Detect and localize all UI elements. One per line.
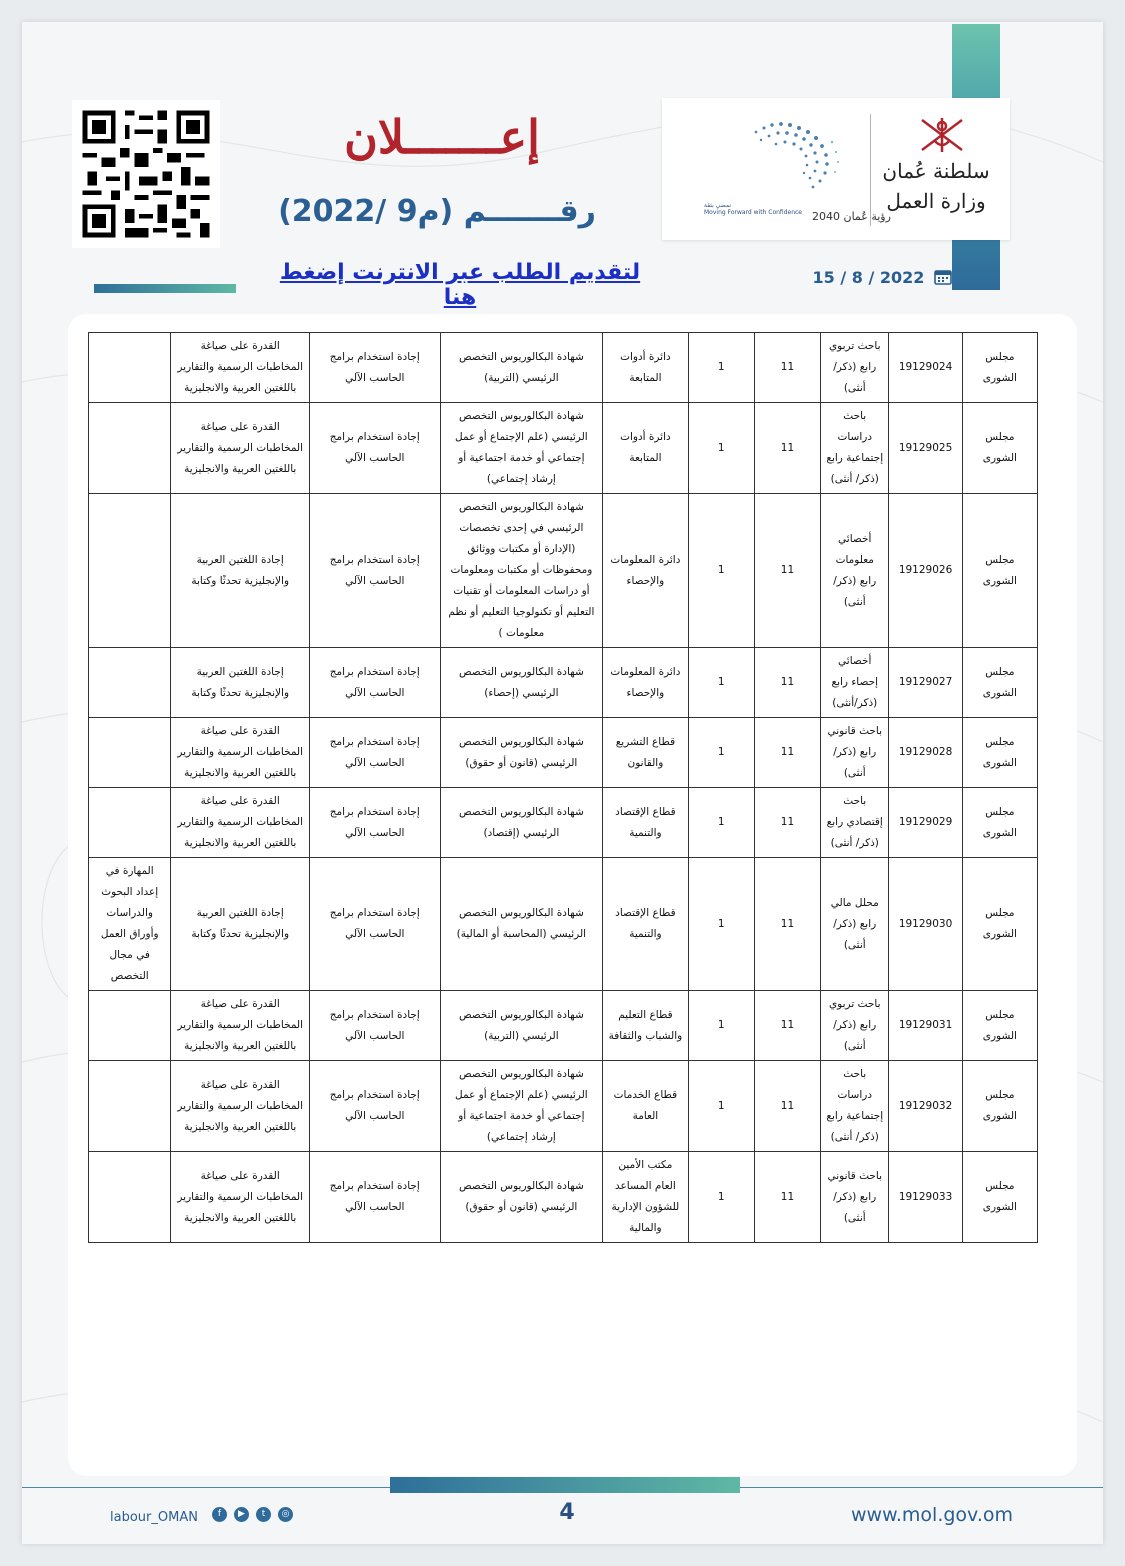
- cell-vacancies: 1: [688, 494, 754, 648]
- social-handle[interactable]: labour_OMAN: [110, 1510, 198, 1525]
- cell-vacancies: 1: [688, 1152, 754, 1243]
- cell-job-code: 19129026: [889, 494, 962, 648]
- cell-qualification: شهادة البكالوريوس التخصص الرئيسي (علم الإجتماع أو عمل إجتماعي أو خدمة اجتماعية أو إرشاد إجتماعي): [440, 1061, 603, 1152]
- cell-vacancies: 1: [688, 403, 754, 494]
- cell-qualification: شهادة البكالوريوس التخصص الرئيسي (التربية): [440, 991, 603, 1061]
- table-row: [89, 858, 1038, 991]
- announcement-number: رقـــــــم (م9 /2022): [278, 194, 596, 229]
- apply-online-link[interactable]: لتقديم الطلب عبر الانترنت إضغط هنا: [279, 260, 641, 310]
- cell-employer: مجلس الشورى: [962, 1061, 1037, 1152]
- cell-other-skill: [89, 333, 171, 403]
- cell-computer-skill: إجادة استخدام برامج الحاسب الآلي: [310, 403, 441, 494]
- website-link[interactable]: www.mol.gov.om: [851, 1504, 1013, 1526]
- cell-other-skill: [89, 403, 171, 494]
- vision-2040-globe-icon: [736, 112, 856, 210]
- table-row: [89, 1152, 1038, 1243]
- cell-job-code: 19129028: [889, 718, 962, 788]
- cell-vacancies: 1: [688, 991, 754, 1061]
- cell-language-skill: القدرة على صياغة المخاطبات الرسمية والتقارير باللغتين العربية والانجليزية: [171, 718, 310, 788]
- calendar-icon: [934, 269, 952, 285]
- cell-department: دائرة أدوات المتابعة: [603, 403, 688, 494]
- cell-computer-skill: إجادة استخدام برامج الحاسب الآلي: [310, 333, 441, 403]
- cell-grade: 11: [754, 788, 820, 858]
- cell-qualification: شهادة البكالوريوس التخصص الرئيسي في إحدى تخصصات (الإدارة أو مكتبات ووثائق ومحفوظات أو مكتبات ومعلومات أو دراسات المعلومات أو تقنيات التعليم أو تكنولوجيا التعليم أو نظم معلومات ): [440, 494, 603, 648]
- ministry-name: [876, 156, 996, 216]
- cell-job-title: باحث قانوني رابع (ذكر/أنثى): [821, 718, 889, 788]
- cell-job-code: 19129027: [889, 648, 962, 718]
- cell-job-code: 19129024: [889, 333, 962, 403]
- cell-employer: مجلس الشورى: [962, 991, 1037, 1061]
- cell-other-skill: [89, 788, 171, 858]
- cell-grade: 11: [754, 718, 820, 788]
- cell-computer-skill: إجادة استخدام برامج الحاسب الآلي: [310, 788, 441, 858]
- cell-language-skill: إجادة اللغتين العربية والإنجليزية تحدثًا وكتابة: [171, 494, 310, 648]
- cell-vacancies: 1: [688, 648, 754, 718]
- cell-department: دائرة المعلومات والإحصاء: [603, 494, 688, 648]
- announcement-date: [792, 268, 952, 287]
- cell-vacancies: 1: [688, 333, 754, 403]
- cell-grade: 11: [754, 1061, 820, 1152]
- jobs-table: [88, 332, 1038, 1243]
- table-row: [89, 788, 1038, 858]
- cell-job-title: باحث قانوني رابع (ذكر/أنثى): [821, 1152, 889, 1243]
- cell-job-title: أخصائي معلومات رابع (ذكر/ أنثى): [821, 494, 889, 648]
- cell-qualification: شهادة البكالوريوس التخصص الرئيسي (المحاسبة أو المالية): [440, 858, 603, 991]
- cell-employer: مجلس الشورى: [962, 718, 1037, 788]
- cell-job-title: باحث تربوي رابع (ذكر/أنثى): [821, 333, 889, 403]
- cell-job-code: 19129025: [889, 403, 962, 494]
- cell-language-skill: القدرة على صياغة المخاطبات الرسمية والتقارير باللغتين العربية والانجليزية: [171, 991, 310, 1061]
- cell-other-skill: [89, 1152, 171, 1243]
- footer-accent-bar: [390, 1477, 740, 1493]
- cell-computer-skill: إجادة استخدام برامج الحاسب الآلي: [310, 494, 441, 648]
- cell-employer: مجلس الشورى: [962, 858, 1037, 991]
- table-row: [89, 494, 1038, 648]
- jobs-table-body: [89, 333, 1038, 1243]
- cell-vacancies: 1: [688, 718, 754, 788]
- cell-grade: 11: [754, 1152, 820, 1243]
- cell-qualification: شهادة البكالوريوس التخصص الرئيسي (قانون أو حقوق): [440, 718, 603, 788]
- cell-grade: 11: [754, 494, 820, 648]
- cell-qualification: شهادة البكالوريوس التخصص الرئيسي (قانون أو حقوق): [440, 1152, 603, 1243]
- cell-vacancies: 1: [688, 858, 754, 991]
- cell-other-skill: [89, 1061, 171, 1152]
- cell-employer: مجلس الشورى: [962, 333, 1037, 403]
- cell-job-title: باحث تربوي رابع (ذكر/أنثى): [821, 991, 889, 1061]
- jobs-table-card: [68, 314, 1077, 1476]
- table-row: [89, 991, 1038, 1061]
- cell-department: قطاع الإقتصاد والتنمية: [603, 858, 688, 991]
- cell-language-skill: إجادة اللغتين العربية والإنجليزية تحدثًا وكتابة: [171, 648, 310, 718]
- cell-employer: مجلس الشورى: [962, 788, 1037, 858]
- qr-code-icon: [78, 106, 214, 242]
- cell-qualification: شهادة البكالوريوس التخصص الرئيسي (إحصاء): [440, 648, 603, 718]
- social-icons: [212, 1507, 293, 1522]
- cell-qualification: شهادة البكالوريوس التخصص الرئيسي (إقتصاد): [440, 788, 603, 858]
- cell-computer-skill: إجادة استخدام برامج الحاسب الآلي: [310, 858, 441, 991]
- cell-qualification: شهادة البكالوريوس التخصص الرئيسي (التربية): [440, 333, 603, 403]
- cell-other-skill: المهارة في إعداد البحوث والدراسات وأوراق العمل في مجال التخصص: [89, 858, 171, 991]
- cell-job-title: باحث دراسات إجتماعية رابع (ذكر/ أنثى): [821, 1061, 889, 1152]
- cell-job-code: 19129033: [889, 1152, 962, 1243]
- cell-job-title: أخصائي إحصاء رابع (ذكر/أنثى): [821, 648, 889, 718]
- cell-employer: مجلس الشورى: [962, 494, 1037, 648]
- vision-year-text: 2040: [812, 210, 840, 223]
- table-row: [89, 1061, 1038, 1152]
- facebook-icon[interactable]: f: [212, 1507, 227, 1522]
- cell-language-skill: القدرة على صياغة المخاطبات الرسمية والتقارير باللغتين العربية والانجليزية: [171, 788, 310, 858]
- date-text: 15 / 8 / 2022: [812, 268, 925, 287]
- cell-grade: 11: [754, 403, 820, 494]
- cell-computer-skill: إجادة استخدام برامج الحاسب الآلي: [310, 1061, 441, 1152]
- cell-language-skill: إجادة اللغتين العربية والإنجليزية تحدثًا وكتابة: [171, 858, 310, 991]
- ministry-line1: سلطنة عُمان: [882, 159, 990, 183]
- vision-2040-label: [812, 210, 891, 223]
- cell-language-skill: القدرة على صياغة المخاطبات الرسمية والتقارير باللغتين العربية والانجليزية: [171, 333, 310, 403]
- cell-employer: مجلس الشورى: [962, 403, 1037, 494]
- cell-computer-skill: إجادة استخدام برامج الحاسب الآلي: [310, 648, 441, 718]
- instagram-icon[interactable]: ◎: [278, 1507, 293, 1522]
- vision-label-text: رؤية عُمان: [843, 210, 891, 223]
- table-row: [89, 333, 1038, 403]
- cell-department: قطاع التشريع والقانون: [603, 718, 688, 788]
- cell-department: دائرة المعلومات والإحصاء: [603, 648, 688, 718]
- cell-qualification: شهادة البكالوريوس التخصص الرئيسي (علم الإجتماع أو عمل إجتماعي أو خدمة اجتماعية أو إرشاد إجتماعي): [440, 403, 603, 494]
- table-row: [89, 648, 1038, 718]
- cell-grade: 11: [754, 991, 820, 1061]
- cell-department: قطاع التعليم والشباب والثقافة: [603, 991, 688, 1061]
- oman-emblem-icon: [912, 110, 972, 160]
- cell-job-code: 19129030: [889, 858, 962, 991]
- cell-vacancies: 1: [688, 1061, 754, 1152]
- page-number: 4: [559, 1500, 575, 1525]
- cell-job-code: 19129029: [889, 788, 962, 858]
- cell-other-skill: [89, 991, 171, 1061]
- cell-employer: مجلس الشورى: [962, 648, 1037, 718]
- vision-slogan: [704, 202, 802, 216]
- ministry-logo-box: [662, 98, 1010, 240]
- cell-language-skill: القدرة على صياغة المخاطبات الرسمية والتقارير باللغتين العربية والانجليزية: [171, 1152, 310, 1243]
- cell-job-code: 19129031: [889, 991, 962, 1061]
- cell-department: مكتب الأمين العام المساعد للشؤون الإدارية والمالية: [603, 1152, 688, 1243]
- cell-job-code: 19129032: [889, 1061, 962, 1152]
- cell-job-title: باحث دراسات إجتماعية رابع (ذكر/ أنثى): [821, 403, 889, 494]
- table-row: [89, 403, 1038, 494]
- twitter-icon[interactable]: t: [256, 1507, 271, 1522]
- cell-grade: 11: [754, 333, 820, 403]
- cell-language-skill: القدرة على صياغة المخاطبات الرسمية والتقارير باللغتين العربية والانجليزية: [171, 403, 310, 494]
- youtube-icon[interactable]: ▶: [234, 1507, 249, 1522]
- cell-grade: 11: [754, 648, 820, 718]
- cell-vacancies: 1: [688, 788, 754, 858]
- decorative-bar: [94, 284, 236, 293]
- vision-slogan-en: Moving Forward with Confidence: [704, 209, 802, 216]
- vision-slogan-ar: نمضي بثقة: [704, 202, 731, 209]
- cell-job-title: باحث إقتصادي رابع (ذكر/ أنثى): [821, 788, 889, 858]
- cell-department: قطاع الخدمات العامة: [603, 1061, 688, 1152]
- ministry-line2: وزارة العمل: [886, 189, 986, 213]
- cell-other-skill: [89, 494, 171, 648]
- announcement-title: إعـــــــلان: [344, 110, 540, 164]
- cell-other-skill: [89, 648, 171, 718]
- qr-code[interactable]: [72, 100, 220, 248]
- cell-job-title: محلل مالي رابع (ذكر/ أنثى): [821, 858, 889, 991]
- table-row: [89, 718, 1038, 788]
- cell-computer-skill: إجادة استخدام برامج الحاسب الآلي: [310, 718, 441, 788]
- cell-grade: 11: [754, 858, 820, 991]
- cell-computer-skill: إجادة استخدام برامج الحاسب الآلي: [310, 991, 441, 1061]
- cell-employer: مجلس الشورى: [962, 1152, 1037, 1243]
- cell-department: دائرة أدوات المتابعة: [603, 333, 688, 403]
- announcement-page: [22, 22, 1103, 1544]
- cell-language-skill: القدرة على صياغة المخاطبات الرسمية والتقارير باللغتين العربية والانجليزية: [171, 1061, 310, 1152]
- cell-department: قطاع الإقتصاد والتنمية: [603, 788, 688, 858]
- cell-other-skill: [89, 718, 171, 788]
- cell-computer-skill: إجادة استخدام برامج الحاسب الآلي: [310, 1152, 441, 1243]
